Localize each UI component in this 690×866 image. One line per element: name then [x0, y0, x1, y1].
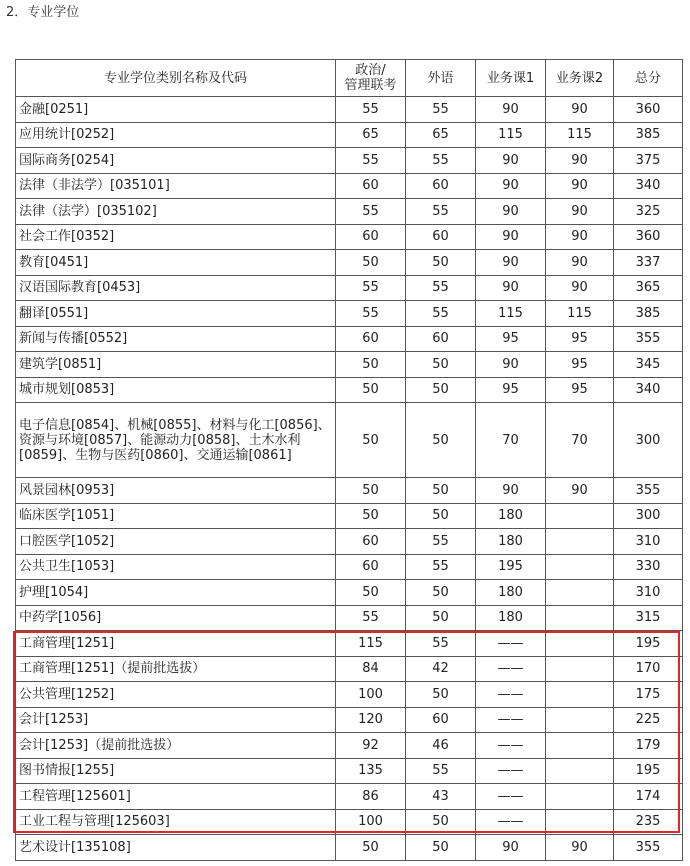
table-header-row — [16, 60, 683, 97]
cell-politics: 100 — [336, 809, 406, 835]
cell-politics: 55 — [336, 605, 406, 631]
cell-politics: 55 — [336, 97, 406, 123]
table-row — [16, 605, 683, 631]
cell-degree-name: 口腔医学[1052] — [16, 529, 336, 555]
cell-total: 175 — [614, 682, 683, 708]
cell-language: 42 — [406, 656, 476, 682]
header-degree-name: 专业学位类别名称及代码 — [16, 60, 336, 97]
header-course2: 业务课2 — [546, 60, 614, 97]
table-row — [16, 250, 683, 276]
cell-total: 355 — [614, 478, 683, 504]
cell-course1: 90 — [476, 199, 546, 225]
cell-total: 300 — [614, 403, 683, 478]
cell-course1: —— — [476, 758, 546, 784]
cell-total: 310 — [614, 580, 683, 606]
cell-politics: 60 — [336, 224, 406, 250]
cell-total: 355 — [614, 835, 683, 861]
cell-course1: 70 — [476, 403, 546, 478]
cell-language: 50 — [406, 478, 476, 504]
cell-course1: —— — [476, 733, 546, 759]
table-row — [16, 199, 683, 225]
cell-course2: 90 — [546, 478, 614, 504]
cell-course2: 90 — [546, 199, 614, 225]
table-row — [16, 148, 683, 174]
cell-degree-name: 金融[0251] — [16, 97, 336, 123]
cell-degree-name: 建筑学[0851] — [16, 352, 336, 378]
cell-language: 55 — [406, 758, 476, 784]
cell-degree-name: 艺术设计[135108] — [16, 835, 336, 861]
cell-course2: 90 — [546, 173, 614, 199]
cell-degree-name: 应用统计[0252] — [16, 122, 336, 148]
header-total: 总分 — [614, 60, 683, 97]
cell-total: 195 — [614, 631, 683, 657]
cell-course1: 180 — [476, 503, 546, 529]
cell-politics: 92 — [336, 733, 406, 759]
cell-course1: —— — [476, 656, 546, 682]
cell-course2 — [546, 707, 614, 733]
cell-degree-name: 工商管理[1251]（提前批选拔） — [16, 656, 336, 682]
cell-total: 360 — [614, 224, 683, 250]
cell-course2: 95 — [546, 352, 614, 378]
cell-politics: 60 — [336, 554, 406, 580]
cell-total: 179 — [614, 733, 683, 759]
cell-politics: 60 — [336, 326, 406, 352]
table-row — [16, 682, 683, 708]
cell-politics: 100 — [336, 682, 406, 708]
cell-degree-name: 工业工程与管理[125603] — [16, 809, 336, 835]
cell-politics: 55 — [336, 275, 406, 301]
cell-course1: 90 — [476, 97, 546, 123]
cell-course2: 70 — [546, 403, 614, 478]
cell-politics: 55 — [336, 301, 406, 327]
cell-language: 50 — [406, 580, 476, 606]
cell-degree-name: 新闻与传播[0552] — [16, 326, 336, 352]
cell-degree-name: 图书情报[1255] — [16, 758, 336, 784]
cell-politics: 86 — [336, 784, 406, 810]
cell-course1: 95 — [476, 377, 546, 403]
cell-course1: 180 — [476, 580, 546, 606]
table-row — [16, 122, 683, 148]
cell-degree-name: 教育[0451] — [16, 250, 336, 276]
cell-course1: 90 — [476, 352, 546, 378]
table-row — [16, 809, 683, 835]
cell-degree-name: 会计[1253]（提前批选拔） — [16, 733, 336, 759]
table-row — [16, 301, 683, 327]
cell-course2 — [546, 733, 614, 759]
cell-language: 55 — [406, 301, 476, 327]
cell-course1: —— — [476, 707, 546, 733]
cell-total: 340 — [614, 377, 683, 403]
cell-politics: 60 — [336, 529, 406, 555]
table-row — [16, 529, 683, 555]
cell-language: 55 — [406, 199, 476, 225]
header-politics-line: 管理联考 — [344, 78, 397, 93]
cell-degree-name: 中药学[1056] — [16, 605, 336, 631]
cell-course1: 90 — [476, 224, 546, 250]
cell-degree-name: 汉语国际教育[0453] — [16, 275, 336, 301]
table-row — [16, 403, 683, 478]
table-row — [16, 224, 683, 250]
cell-language: 50 — [406, 835, 476, 861]
cell-course1: 95 — [476, 326, 546, 352]
cell-language: 60 — [406, 173, 476, 199]
cell-degree-name: 工程管理[125601] — [16, 784, 336, 810]
cell-course1: 90 — [476, 478, 546, 504]
cell-course2 — [546, 631, 614, 657]
cell-language: 55 — [406, 554, 476, 580]
cell-language: 50 — [406, 503, 476, 529]
cell-course1: 180 — [476, 529, 546, 555]
cell-course2 — [546, 580, 614, 606]
table-row — [16, 835, 683, 861]
cell-course2 — [546, 529, 614, 555]
cell-language: 55 — [406, 148, 476, 174]
cell-course2 — [546, 682, 614, 708]
cell-course1: 90 — [476, 148, 546, 174]
cell-degree-name: 风景园林[0953] — [16, 478, 336, 504]
cell-language: 50 — [406, 682, 476, 708]
cell-course2: 90 — [546, 275, 614, 301]
cell-language: 55 — [406, 631, 476, 657]
header-politics — [336, 60, 406, 97]
cell-total: 235 — [614, 809, 683, 835]
cell-degree-name: 工商管理[1251] — [16, 631, 336, 657]
cell-course2 — [546, 503, 614, 529]
cell-total: 174 — [614, 784, 683, 810]
cell-language: 60 — [406, 707, 476, 733]
cell-politics: 50 — [336, 478, 406, 504]
cell-course1: 90 — [476, 173, 546, 199]
cell-degree-name: 临床医学[1051] — [16, 503, 336, 529]
cell-course1: 195 — [476, 554, 546, 580]
cell-degree-name: 翻译[0551] — [16, 301, 336, 327]
cell-politics: 50 — [336, 580, 406, 606]
table-row — [16, 580, 683, 606]
cell-politics: 50 — [336, 403, 406, 478]
cell-degree-name: 电子信息[0854]、机械[0855]、材料与化工[0856]、资源与环境[0857]、能源动力[0858]、土木水利[0859]、生物与医药[0860]、交通运输[0861] — [16, 403, 336, 478]
cell-course1: 90 — [476, 250, 546, 276]
cell-language: 46 — [406, 733, 476, 759]
cell-language: 43 — [406, 784, 476, 810]
cell-language: 55 — [406, 275, 476, 301]
table-row — [16, 758, 683, 784]
cell-total: 337 — [614, 250, 683, 276]
cell-total: 195 — [614, 758, 683, 784]
cell-politics: 120 — [336, 707, 406, 733]
cell-course2: 90 — [546, 835, 614, 861]
cell-total: 170 — [614, 656, 683, 682]
cell-degree-name: 城市规划[0853] — [16, 377, 336, 403]
table-row — [16, 97, 683, 123]
table-row — [16, 733, 683, 759]
table-row — [16, 326, 683, 352]
cell-course1: —— — [476, 809, 546, 835]
cell-course2: 90 — [546, 224, 614, 250]
table-row — [16, 784, 683, 810]
cell-degree-name: 法律（法学）[035102] — [16, 199, 336, 225]
cell-total: 385 — [614, 301, 683, 327]
cell-course1: 90 — [476, 275, 546, 301]
cell-politics: 50 — [336, 352, 406, 378]
cell-politics: 84 — [336, 656, 406, 682]
cell-degree-name: 护理[1054] — [16, 580, 336, 606]
cell-politics: 65 — [336, 122, 406, 148]
cell-degree-name: 公共卫生[1053] — [16, 554, 336, 580]
cell-degree-name: 国际商务[0254] — [16, 148, 336, 174]
cell-total: 345 — [614, 352, 683, 378]
cell-language: 55 — [406, 97, 476, 123]
table-row — [16, 631, 683, 657]
cell-politics: 50 — [336, 377, 406, 403]
table-body — [16, 97, 683, 861]
cell-course2: 90 — [546, 148, 614, 174]
cell-course1: 115 — [476, 301, 546, 327]
cell-total: 340 — [614, 173, 683, 199]
cell-politics: 50 — [336, 835, 406, 861]
cell-degree-name: 社会工作[0352] — [16, 224, 336, 250]
cell-course2 — [546, 656, 614, 682]
cell-course1: 180 — [476, 605, 546, 631]
cell-course1: —— — [476, 784, 546, 810]
cell-politics: 50 — [336, 503, 406, 529]
table-row — [16, 707, 683, 733]
cell-total: 225 — [614, 707, 683, 733]
score-table — [15, 59, 683, 861]
table-row — [16, 656, 683, 682]
cell-course2 — [546, 758, 614, 784]
cell-course2: 90 — [546, 250, 614, 276]
cell-degree-name: 法律（非法学）[035101] — [16, 173, 336, 199]
cell-politics: 55 — [336, 199, 406, 225]
cell-politics: 55 — [336, 148, 406, 174]
cell-course2 — [546, 554, 614, 580]
cell-politics: 135 — [336, 758, 406, 784]
cell-language: 65 — [406, 122, 476, 148]
cell-total: 365 — [614, 275, 683, 301]
cell-politics: 60 — [336, 173, 406, 199]
cell-language: 55 — [406, 529, 476, 555]
table-row — [16, 352, 683, 378]
cell-course2: 90 — [546, 97, 614, 123]
cell-total: 325 — [614, 199, 683, 225]
cell-total: 310 — [614, 529, 683, 555]
cell-course1: 90 — [476, 835, 546, 861]
table-row — [16, 173, 683, 199]
table-row — [16, 503, 683, 529]
cell-course2: 95 — [546, 326, 614, 352]
cell-course1: —— — [476, 631, 546, 657]
cell-total: 385 — [614, 122, 683, 148]
cell-total: 360 — [614, 97, 683, 123]
cell-language: 50 — [406, 809, 476, 835]
cell-course2 — [546, 605, 614, 631]
cell-language: 60 — [406, 224, 476, 250]
cell-language: 60 — [406, 326, 476, 352]
header-language: 外语 — [406, 60, 476, 97]
cell-language: 50 — [406, 377, 476, 403]
cell-course1: —— — [476, 682, 546, 708]
header-politics-line: 政治/ — [355, 63, 386, 78]
cell-language: 50 — [406, 605, 476, 631]
cell-language: 50 — [406, 403, 476, 478]
header-course1: 业务课1 — [476, 60, 546, 97]
cell-total: 355 — [614, 326, 683, 352]
table-row — [16, 377, 683, 403]
cell-language: 50 — [406, 352, 476, 378]
cell-total: 375 — [614, 148, 683, 174]
cell-course2: 95 — [546, 377, 614, 403]
cell-course1: 115 — [476, 122, 546, 148]
cell-language: 50 — [406, 250, 476, 276]
cell-total: 330 — [614, 554, 683, 580]
cell-total: 300 — [614, 503, 683, 529]
table-row — [16, 478, 683, 504]
cell-degree-name: 公共管理[1252] — [16, 682, 336, 708]
cell-course2: 115 — [546, 122, 614, 148]
cell-course2 — [546, 784, 614, 810]
table-row — [16, 554, 683, 580]
cell-politics: 50 — [336, 250, 406, 276]
cell-politics: 115 — [336, 631, 406, 657]
section-title: 2．专业学位 — [6, 5, 80, 20]
table-row — [16, 275, 683, 301]
cell-total: 315 — [614, 605, 683, 631]
cell-degree-name: 会计[1253] — [16, 707, 336, 733]
cell-course2: 115 — [546, 301, 614, 327]
cell-course2 — [546, 809, 614, 835]
